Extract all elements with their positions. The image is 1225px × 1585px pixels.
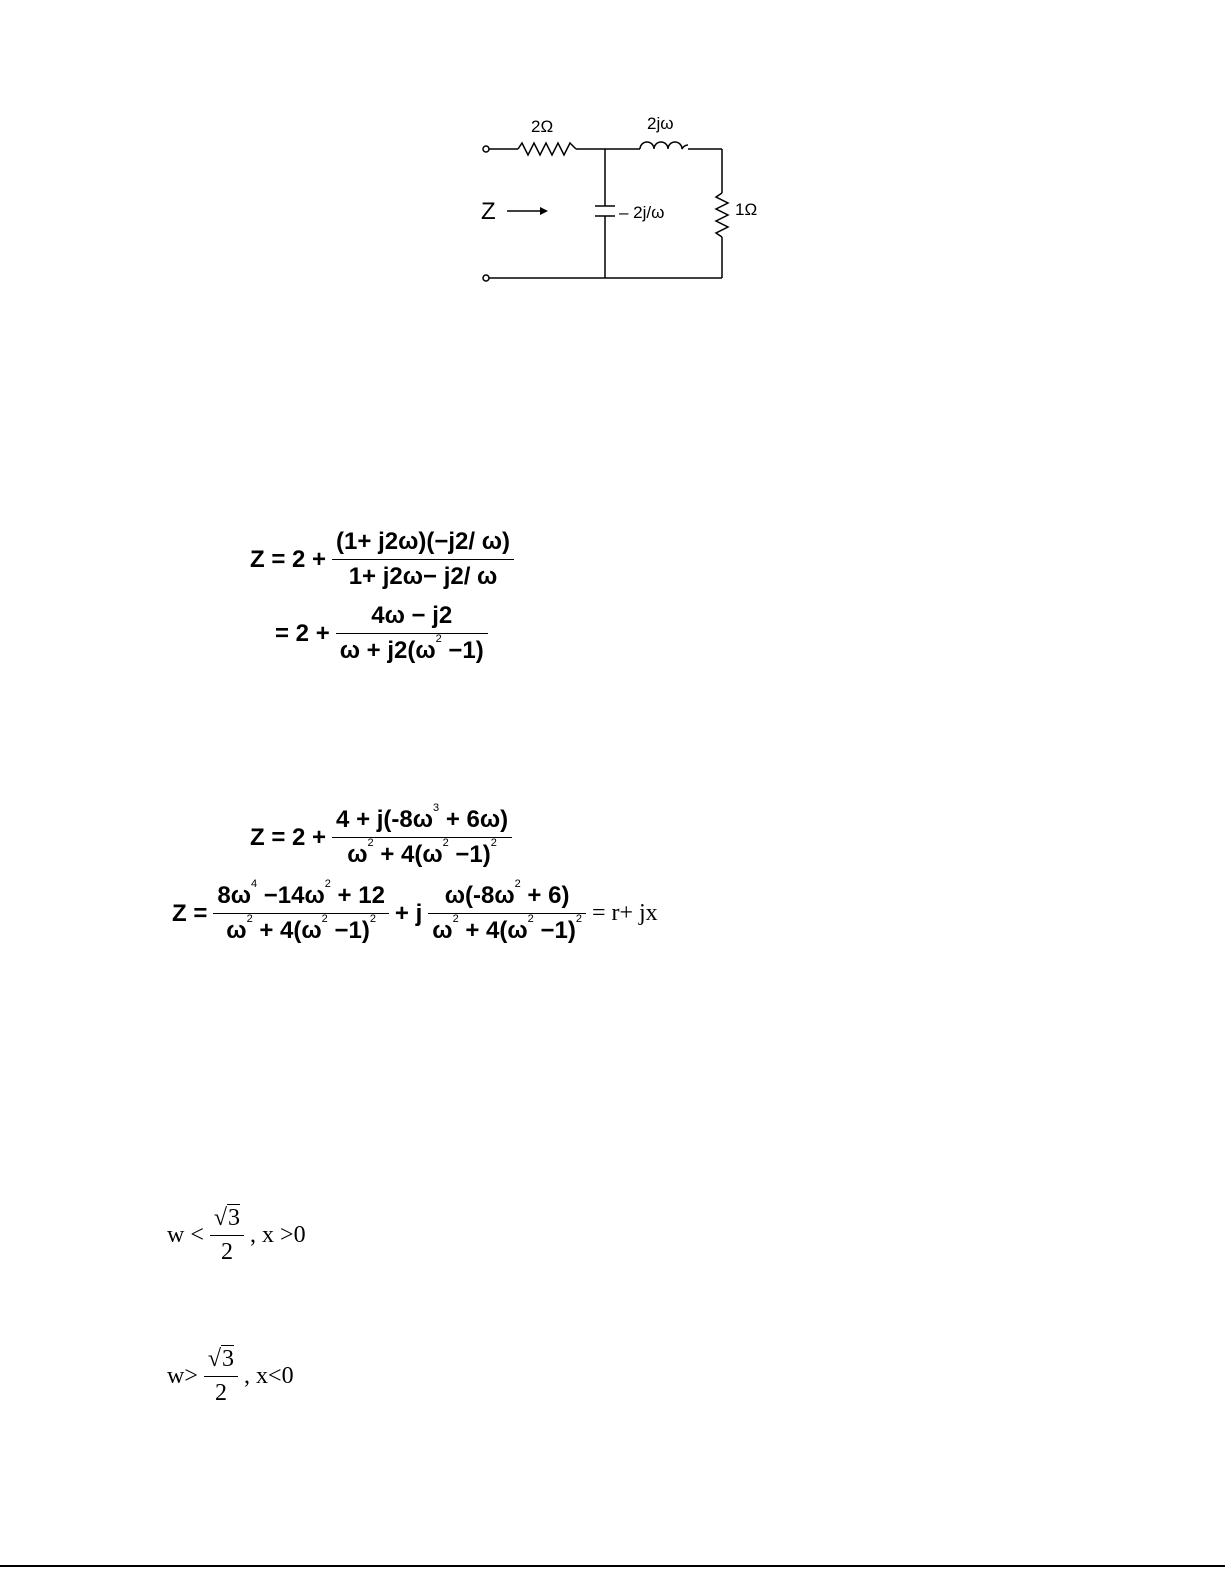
eq2-line1-fraction [332, 802, 512, 869]
input-terminal-top [483, 146, 489, 152]
cond1-radicand: 3 [228, 1205, 241, 1231]
eq2-l1-den-sup2: 2 [442, 837, 449, 849]
eq2-line2-numerator-imag [428, 878, 586, 913]
label-r1: 2Ω [531, 117, 554, 136]
eq2-l1-num-b: + 6ω) [439, 806, 509, 833]
eq2-l2-d1-sup1: 2 [246, 913, 253, 925]
equation-2-line-1 [250, 802, 512, 869]
cond2-lhs: w> [167, 1363, 198, 1389]
eq2-l2-d1-sup2: 2 [321, 913, 328, 925]
cond1-fraction [210, 1205, 244, 1266]
eq2-l1-den-sup1: 2 [367, 837, 374, 849]
eq2-l2-d2-sup3: 2 [575, 913, 582, 925]
condition-2 [167, 1346, 294, 1407]
eq2-l2-n2-sup: 2 [514, 878, 521, 890]
eq2-l2-n2-a: ω(-8ω [444, 882, 515, 909]
eq2-l1-den-sup3: 2 [490, 837, 497, 849]
eq2-l1-num-sup: 3 [433, 802, 440, 814]
inductor-2jw [640, 142, 688, 149]
eq2-line2-rhs: = r+ jx [591, 900, 658, 926]
eq1-line1-lhs: Z = 2 + [250, 545, 327, 573]
sqrt-icon: √ [213, 1205, 228, 1231]
eq1-line2-numerator: 4ω − j2 [371, 602, 453, 629]
eq2-l1-num-a: 4 + j(-8ω [336, 806, 434, 833]
eq2-l2-n1-sup2: 2 [324, 878, 331, 890]
cond2-denominator: 2 [204, 1376, 238, 1407]
condition-1 [167, 1205, 306, 1266]
eq1-line2-fraction [336, 602, 488, 665]
eq1-line1-fraction [332, 528, 514, 591]
eq2-line2-mid: + j [394, 899, 423, 927]
eq1-line2-den-sup: 2 [435, 633, 442, 645]
eq2-l2-n1-c: + 12 [330, 882, 385, 909]
label-z: Z [481, 198, 496, 225]
resistor-2ohm [518, 143, 576, 155]
eq2-line2-fraction-imag [428, 878, 586, 945]
cond2-radicand: 3 [222, 1346, 235, 1372]
cond1-lhs: w < [167, 1222, 204, 1248]
eq2-line2-lhs: Z = [172, 899, 208, 927]
eq2-line2-numerator-real [213, 878, 389, 913]
eq2-l2-n1-sup1: 4 [250, 878, 258, 890]
circuit-diagram [470, 105, 780, 295]
eq2-l2-d1-sup3: 2 [369, 913, 376, 925]
eq1-line2-den-a: ω + j2(ω [339, 637, 436, 664]
cond1-denominator: 2 [210, 1235, 244, 1266]
label-capacitor: – 2j/ω [619, 203, 665, 222]
eq1-line1-denominator: 1+ j2ω− j2/ ω [332, 559, 514, 591]
eq1-line2-lhs: = 2 + [275, 619, 330, 647]
eq2-l2-d1-b: + 4(ω [252, 917, 322, 944]
eq2-line2-fraction-real [213, 878, 389, 945]
eq2-line1-denominator [332, 837, 512, 869]
eq2-line1-numerator [332, 802, 512, 837]
eq2-l1-den-b: + 4(ω [373, 841, 443, 868]
equation-1-line-1 [250, 528, 514, 591]
eq2-l1-den-c: −1) [448, 841, 491, 868]
label-r2: 1Ω [735, 200, 758, 219]
equation-2-line-2 [172, 878, 658, 945]
eq2-l2-d1-a: ω [226, 917, 247, 944]
eq2-l2-n1-b: −14ω [257, 882, 325, 909]
cond2-fraction [204, 1346, 238, 1407]
eq2-line2-denominator-real [213, 913, 389, 945]
eq2-l2-d1-c: −1) [327, 917, 370, 944]
cond1-numerator [210, 1205, 244, 1235]
equation-1-line-2 [275, 602, 488, 665]
eq2-l1-den-a: ω [347, 841, 368, 868]
eq1-line1-numerator: (1+ j2ω)(−j2/ ω) [336, 528, 510, 555]
eq2-line2-denominator-imag [428, 913, 586, 945]
eq2-l2-d2-a: ω [432, 917, 453, 944]
page-bottom-rule [0, 1565, 1225, 1567]
eq2-line1-lhs: Z = 2 + [250, 823, 327, 851]
sqrt-icon: √ [207, 1346, 222, 1372]
eq2-l2-n1-a: 8ω [217, 882, 251, 909]
eq1-line2-den-b: −1) [441, 637, 484, 664]
cond2-rhs: , x<0 [244, 1363, 294, 1389]
eq2-l2-d2-c: −1) [533, 917, 576, 944]
eq2-l2-d2-sup2: 2 [527, 913, 534, 925]
eq2-l2-d2-sup1: 2 [452, 913, 459, 925]
input-terminal-bottom [483, 275, 489, 281]
resistor-1ohm [716, 193, 728, 237]
eq2-l2-d2-b: + 4(ω [458, 917, 528, 944]
eq1-line2-denominator [336, 633, 488, 665]
cond2-numerator [204, 1346, 238, 1376]
eq2-l2-n2-b: + 6) [520, 882, 570, 909]
label-inductor: 2jω [647, 114, 674, 133]
cond1-rhs: , x >0 [250, 1222, 306, 1248]
